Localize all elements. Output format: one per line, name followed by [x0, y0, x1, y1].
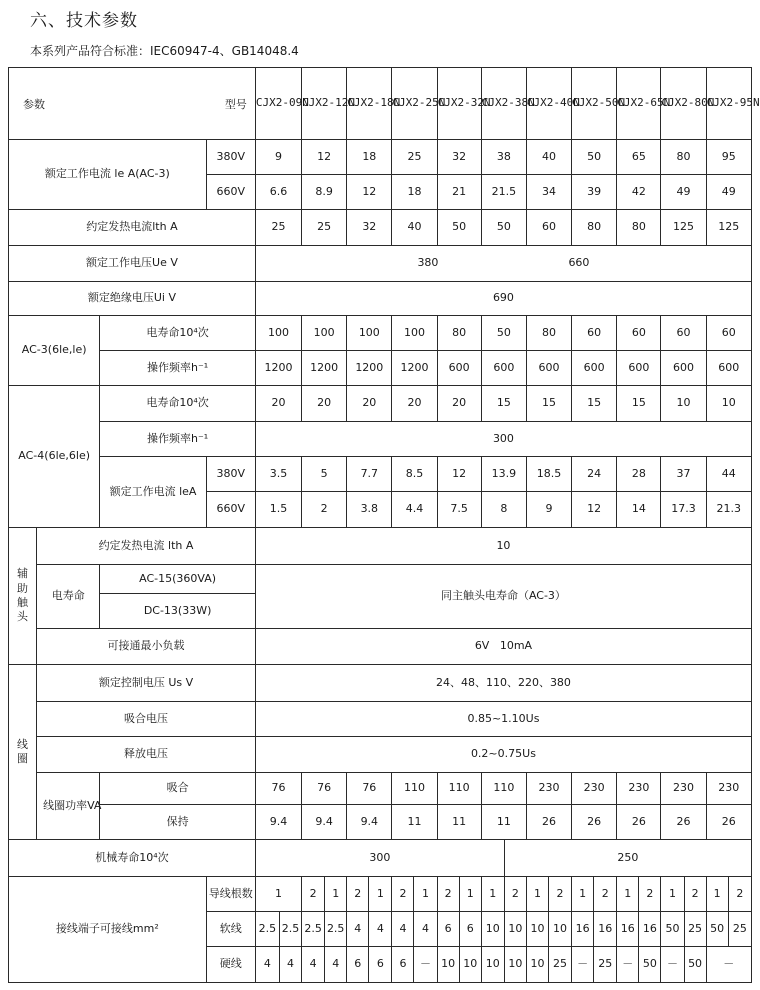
cell: 6.6 [255, 175, 301, 210]
cell: 18 [347, 140, 392, 175]
terminal-hard-label: 硬线 [206, 947, 255, 983]
cell: 1200 [302, 351, 347, 386]
cell: 32 [437, 140, 481, 175]
cell: 230 [572, 773, 617, 805]
ac4-freq-label: 操作频率h⁻¹ [100, 422, 256, 457]
coil-release-value: 0.2~0.75Us [255, 737, 751, 773]
cell: 26 [617, 805, 661, 840]
cell: 60 [572, 316, 617, 351]
cell: 1 [459, 877, 481, 912]
model-header: CJX2-09N [255, 68, 301, 140]
cell: 2 [302, 492, 347, 528]
table-row [9, 629, 752, 665]
cell: 50 [706, 912, 728, 947]
cell: 60 [617, 316, 661, 351]
cell: 2 [302, 877, 325, 912]
table-row [9, 737, 752, 773]
aux-thermal-value: 10 [255, 528, 751, 565]
cell: 3.5 [255, 457, 301, 492]
cell: 100 [255, 316, 301, 351]
param-label: 参数 [23, 98, 45, 111]
cell: 11 [437, 805, 481, 840]
table-row [9, 422, 752, 457]
cell: 25 [255, 210, 301, 246]
cell: 40 [392, 210, 437, 246]
cell: 50 [661, 912, 684, 947]
table-row [9, 351, 752, 386]
cell: 1 [572, 877, 594, 912]
cell: 7.5 [437, 492, 481, 528]
cell: 1 [255, 877, 301, 912]
cell: 230 [661, 773, 706, 805]
table-row [9, 246, 752, 282]
cell: 60 [706, 316, 751, 351]
cell: 10 [481, 912, 504, 947]
coil-hold-label: 保持 [100, 805, 256, 840]
ac4-current-label: 额定工作电流 leA [100, 457, 206, 528]
ac3-life-label: 电寿命10⁴次 [100, 316, 256, 351]
cell: 10 [504, 912, 526, 947]
cell: 80 [617, 210, 661, 246]
param-model-corner [9, 68, 256, 140]
cell: 25 [549, 947, 572, 983]
ac4-label: AC-4(6le,6le) [9, 386, 100, 528]
cell: 10 [661, 386, 706, 422]
cell: 3.8 [347, 492, 392, 528]
cell: 76 [255, 773, 301, 805]
rated-current-label: 额定工作电流 le A(AC-3) [9, 140, 207, 210]
cell: 76 [302, 773, 347, 805]
cell: 21.3 [706, 492, 751, 528]
cell: 26 [526, 805, 571, 840]
cell: － [617, 947, 639, 983]
cell: 25 [684, 912, 706, 947]
cell: 6 [437, 912, 459, 947]
cell: 9 [255, 140, 301, 175]
aux-contact-text: 辅助触头 [17, 567, 29, 624]
cell: 9.4 [347, 805, 392, 840]
table-row [9, 565, 752, 594]
cell: 6 [369, 947, 392, 983]
aux-min-load-value: 6V 10mA [255, 629, 751, 665]
cell: 50 [639, 947, 661, 983]
cell: 9.4 [255, 805, 301, 840]
cell: 20 [347, 386, 392, 422]
cell: 1 [481, 877, 504, 912]
cell: 8 [481, 492, 526, 528]
cell: 1 [325, 877, 347, 912]
terminal-count-label: 导线根数 [206, 877, 255, 912]
cell: 15 [572, 386, 617, 422]
cell: 50 [481, 210, 526, 246]
cell: 44 [706, 457, 751, 492]
cell: 76 [347, 773, 392, 805]
model-header: CJX2-95N [706, 68, 751, 140]
cell: 1 [706, 877, 728, 912]
cell: 4 [279, 947, 301, 983]
aux-min-load-label: 可接通最小负载 [37, 629, 256, 665]
cell: 230 [526, 773, 571, 805]
cell: 16 [572, 912, 594, 947]
cell: 11 [481, 805, 526, 840]
cell: 24 [572, 457, 617, 492]
model-header: CJX2-80N [661, 68, 706, 140]
cell: 20 [255, 386, 301, 422]
table-row [9, 386, 752, 422]
thermal-current-label: 约定发热电流lth A [9, 210, 256, 246]
cell: 25 [594, 947, 617, 983]
cell: 12 [437, 457, 481, 492]
table-row [9, 665, 752, 702]
cell: 16 [639, 912, 661, 947]
table-row [9, 316, 752, 351]
cell: 28 [617, 457, 661, 492]
rated-voltage-380: 380 [417, 256, 439, 270]
cell: 10 [526, 912, 548, 947]
cell: 26 [706, 805, 751, 840]
cell: 4 [392, 912, 414, 947]
table-row [9, 840, 752, 877]
cell: 600 [572, 351, 617, 386]
cell: 125 [706, 210, 751, 246]
cell: 11 [392, 805, 437, 840]
cell: 1 [369, 877, 392, 912]
cell: 600 [706, 351, 751, 386]
model-header: CJX2-12N [302, 68, 347, 140]
cell: 12 [302, 140, 347, 175]
coil-ctrl-voltage-value: 24、48、110、220、380 [255, 665, 751, 702]
voltage-660-label: 660V [206, 492, 255, 528]
cell: 40 [526, 140, 571, 175]
table-row [9, 805, 752, 840]
cell: 2 [504, 877, 526, 912]
voltage-660-label: 660V [206, 175, 255, 210]
cell: 100 [347, 316, 392, 351]
cell: 2.5 [325, 912, 347, 947]
cell: 6 [347, 947, 369, 983]
aux-life-label: 电寿命 [37, 565, 100, 629]
cell: 49 [661, 175, 706, 210]
cell: 32 [347, 210, 392, 246]
cell: 65 [617, 140, 661, 175]
cell: － [661, 947, 684, 983]
cell: 37 [661, 457, 706, 492]
cell: 80 [572, 210, 617, 246]
cell: 14 [617, 492, 661, 528]
table-row [9, 773, 752, 805]
cell: 2 [549, 877, 572, 912]
cell: 110 [437, 773, 481, 805]
cell: 100 [302, 316, 347, 351]
coil-pickup-label: 吸合电压 [37, 702, 256, 737]
rated-voltage-label: 额定工作电压Ue V [9, 246, 256, 282]
table-row [9, 210, 752, 246]
cell: 1200 [347, 351, 392, 386]
cell: 5 [302, 457, 347, 492]
cell: 1200 [392, 351, 437, 386]
cell: 25 [392, 140, 437, 175]
aux-life-value: 同主触头电寿命（AC-3） [255, 565, 751, 629]
cell: 8.5 [392, 457, 437, 492]
aux-contact-label [9, 528, 37, 665]
cell: 600 [661, 351, 706, 386]
section-title: 六、技术参数 [30, 11, 138, 31]
cell: 12 [347, 175, 392, 210]
model-header: CJX2-65N [617, 68, 661, 140]
cell: 230 [617, 773, 661, 805]
table-row [9, 528, 752, 565]
header-row [9, 68, 752, 140]
cell: 6 [459, 912, 481, 947]
cell: 34 [526, 175, 571, 210]
standards-line: 本系列产品符合标准：IEC60947-4、GB14048.4 [30, 44, 299, 58]
cell: 95 [706, 140, 751, 175]
mech-life-value-1: 300 [255, 840, 504, 877]
cell: 80 [526, 316, 571, 351]
cell: 4 [369, 912, 392, 947]
cell: 25 [302, 210, 347, 246]
cell: 18 [392, 175, 437, 210]
coil-release-label: 释放电压 [37, 737, 256, 773]
model-header: CJX2-38N [481, 68, 526, 140]
rated-voltage-660: 660 [568, 256, 590, 270]
cell: 1 [617, 877, 639, 912]
cell: 26 [661, 805, 706, 840]
cell: 10 [706, 386, 751, 422]
cell: 20 [302, 386, 347, 422]
cell: 10 [526, 947, 548, 983]
cell: 1.5 [255, 492, 301, 528]
ac3-freq-label: 操作频率h⁻¹ [100, 351, 256, 386]
cell: 125 [661, 210, 706, 246]
cell: 100 [392, 316, 437, 351]
cell: 4 [325, 947, 347, 983]
table-row [9, 282, 752, 316]
insulation-voltage-label: 额定绝缘电压Ui V [9, 282, 256, 316]
cell: 600 [481, 351, 526, 386]
cell: 1 [661, 877, 684, 912]
ac4-freq-value: 300 [255, 422, 751, 457]
cell: 26 [572, 805, 617, 840]
cell: 12 [572, 492, 617, 528]
cell: 2 [437, 877, 459, 912]
cell: 50 [437, 210, 481, 246]
cell: 2 [347, 877, 369, 912]
cell: 13.9 [481, 457, 526, 492]
cell: 17.3 [661, 492, 706, 528]
cell: 600 [437, 351, 481, 386]
cell: 2.5 [279, 912, 301, 947]
mech-life-value-2: 250 [504, 840, 751, 877]
cell: － [572, 947, 594, 983]
coil-power-label: 线圈功率VA [37, 773, 100, 840]
table-row [9, 140, 752, 175]
cell: 1 [526, 877, 548, 912]
cell: 9 [526, 492, 571, 528]
aux-dc13-label: DC-13(33W) [100, 594, 256, 629]
table-row [9, 457, 752, 492]
cell: 15 [617, 386, 661, 422]
cell: 60 [661, 316, 706, 351]
cell: 2 [392, 877, 414, 912]
table-row [9, 702, 752, 737]
cell: 16 [617, 912, 639, 947]
cell: 18.5 [526, 457, 571, 492]
voltage-380-label: 380V [206, 457, 255, 492]
model-header: CJX2-32N [437, 68, 481, 140]
cell: 25 [728, 912, 751, 947]
cell: 80 [661, 140, 706, 175]
cell: 60 [526, 210, 571, 246]
cell: 1200 [255, 351, 301, 386]
coil-text: 线圈 [17, 737, 29, 765]
cell: － [414, 947, 437, 983]
coil-ctrl-voltage-label: 额定控制电压 Us V [37, 665, 256, 702]
cell: 2 [728, 877, 751, 912]
cell: 4 [414, 912, 437, 947]
cell: 110 [392, 773, 437, 805]
tech-params-table [8, 67, 760, 983]
cell: 21 [437, 175, 481, 210]
cell: 49 [706, 175, 751, 210]
cell: 9.4 [302, 805, 347, 840]
terminal-soft-label: 软线 [206, 912, 255, 947]
cell: 4 [347, 912, 369, 947]
cell: 15 [526, 386, 571, 422]
coil-label [9, 665, 37, 840]
cell: 4 [255, 947, 279, 983]
insulation-voltage-value: 690 [255, 282, 751, 316]
cell: 2.5 [302, 912, 325, 947]
cell: 20 [437, 386, 481, 422]
cell: 20 [392, 386, 437, 422]
cell: 2 [684, 877, 706, 912]
cell: 21.5 [481, 175, 526, 210]
coil-holdin-label: 吸合 [100, 773, 256, 805]
cell: 600 [526, 351, 571, 386]
table-row [9, 877, 752, 912]
cell: 50 [572, 140, 617, 175]
cell: － [706, 947, 751, 983]
model-header: CJX2-40N [526, 68, 571, 140]
cell: 8.9 [302, 175, 347, 210]
aux-thermal-label: 约定发热电流 lth A [37, 528, 256, 565]
cell: 42 [617, 175, 661, 210]
cell: 600 [617, 351, 661, 386]
cell: 10 [481, 947, 504, 983]
cell: 50 [684, 947, 706, 983]
cell: 16 [594, 912, 617, 947]
cell: 15 [481, 386, 526, 422]
rated-voltage-values [255, 246, 751, 282]
model-header: CJX2-25N [392, 68, 437, 140]
coil-pickup-value: 0.85~1.10Us [255, 702, 751, 737]
model-header: CJX2-18N [347, 68, 392, 140]
model-header: CJX2-50N [572, 68, 617, 140]
cell: 38 [481, 140, 526, 175]
cell: 10 [437, 947, 459, 983]
model-label: 型号 [224, 98, 247, 111]
cell: 39 [572, 175, 617, 210]
cell: 230 [706, 773, 751, 805]
mech-life-label: 机械寿命10⁴次 [9, 840, 256, 877]
cell: 10 [459, 947, 481, 983]
cell: 4 [302, 947, 325, 983]
cell: 10 [504, 947, 526, 983]
ac4-life-label: 电寿命10⁴次 [100, 386, 256, 422]
cell: 10 [549, 912, 572, 947]
cell: 1 [414, 877, 437, 912]
cell: 50 [481, 316, 526, 351]
cell: 2 [594, 877, 617, 912]
ac3-label: AC-3(6le,le) [9, 316, 100, 386]
cell: 110 [481, 773, 526, 805]
terminal-label: 接线端子可接线mm² [9, 877, 207, 983]
cell: 80 [437, 316, 481, 351]
cell: 4.4 [392, 492, 437, 528]
aux-ac15-label: AC-15(360VA) [100, 565, 256, 594]
cell: 2.5 [255, 912, 279, 947]
voltage-380-label: 380V [206, 140, 255, 175]
cell: 2 [639, 877, 661, 912]
cell: 7.7 [347, 457, 392, 492]
cell: 6 [392, 947, 414, 983]
